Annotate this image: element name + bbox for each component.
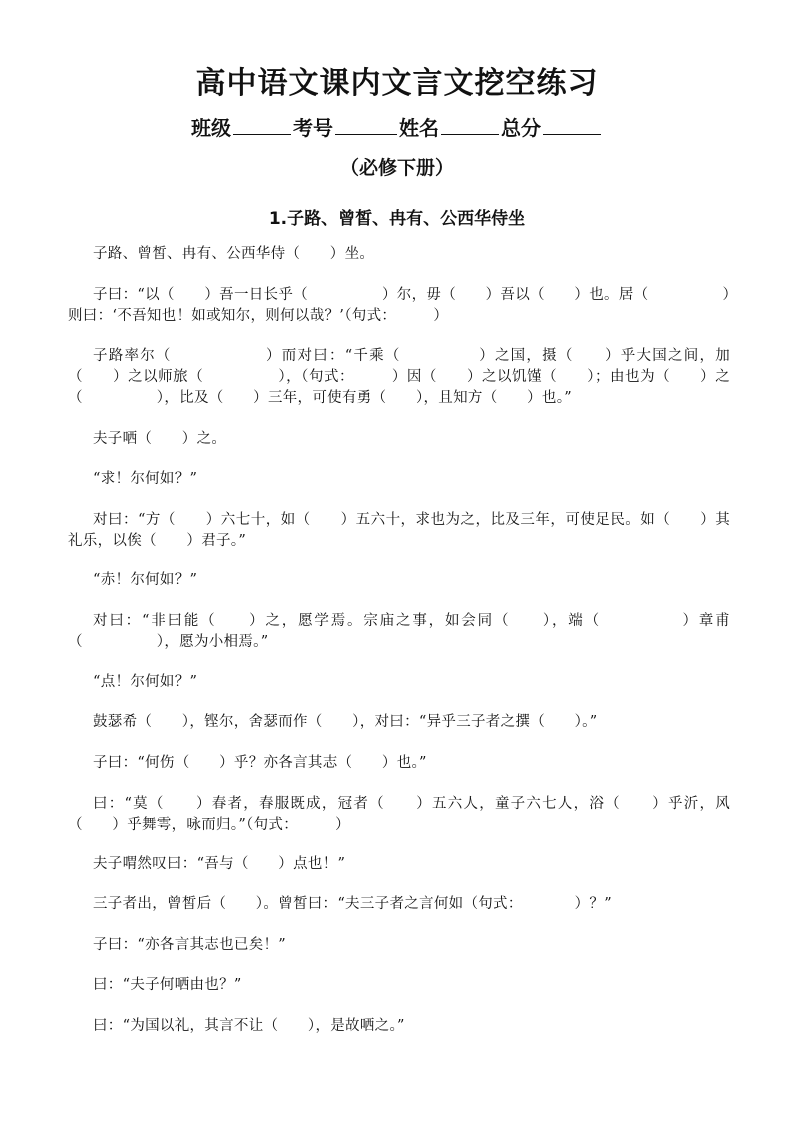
name-label: 姓名: [399, 116, 439, 140]
paragraph: 对曰：“非曰能（ ）之，愿学焉。宗庙之事，如会同（ ），端（ ）章甫（ ），愿为小相焉。”: [68, 613, 730, 650]
paragraph: 夫子喟然叹曰：“吾与（ ）点也！”: [93, 856, 346, 872]
class-blank[interactable]: [233, 116, 291, 135]
paragraph: 子路、曾皙、冉有、公西华侍（ ）坐。: [93, 246, 375, 262]
page-title: 高中语文课内文言文挖空练习: [195, 66, 599, 101]
paragraph: “点！尔何如？”: [93, 674, 198, 690]
section-title: 1.子路、曾皙、冉有、公西华侍坐: [268, 209, 526, 229]
exam-no-label: 考号: [293, 116, 333, 140]
score-blank[interactable]: [543, 116, 601, 135]
paragraph: 曰：“为国以礼，其言不让（ ），是故哂之。”: [93, 1018, 405, 1034]
class-label: 班级: [191, 116, 231, 140]
student-info-line: [0, 112, 794, 141]
paragraph: 子曰：“何伤（ ）乎？亦各言其志（ ）也。”: [93, 755, 427, 771]
paragraph: 子曰：“以（ ）吾一日长乎（ ）尔，毋（ ）吾以（ ）也。居（ ）则曰：‘不吾知也！如或知尔，则何以哉？’（句式： ）: [68, 287, 730, 324]
name-blank[interactable]: [441, 116, 499, 135]
paragraph: 曰：“莫（ ）春者，春服既成，冠者（ ）五六人，童子六七人，浴（ ）乎沂，风（ ）乎舞雩，咏而归。”（句式： ）: [68, 796, 730, 833]
score-label: 总分: [501, 116, 541, 140]
paragraph: 子路率尔（ ）而对曰：“千乘（ ）之国，摄（ ）乎大国之间，加（ ）之以师旅（ ），（句式： ）因（ ）之以饥馑（ ）；由也为（ ）之（ ），比及（ ）三年，可使有勇（ ），且知方（ ）也。”: [68, 348, 730, 406]
paragraph: 三子者出，曾皙后（ ）。曾皙曰：“夫三子者之言何如（句式： ）？”: [93, 896, 612, 912]
paragraph: “求！尔何如？”: [93, 471, 198, 487]
paragraph: 曰：“夫子何哂由也？”: [93, 977, 242, 993]
paragraph: 子曰：“亦各言其志也已矣！”: [93, 937, 287, 953]
book-subtitle: （必修下册）: [339, 157, 454, 179]
paragraph: “赤！尔何如？”: [93, 572, 198, 588]
paragraph: 鼓瑟希（ ），铿尔，舍瑟而作（ ），对曰：“异乎三子者之撰（ ）。”: [93, 714, 598, 730]
paragraph: 对曰：“方（ ）六七十，如（ ）五六十，求也为之，比及三年，可使足民。如（ ）其礼乐，以俟（ ）君子。”: [68, 512, 730, 549]
paragraph: 夫子哂（ ）之。: [93, 431, 227, 447]
exam-no-blank[interactable]: [335, 116, 397, 135]
